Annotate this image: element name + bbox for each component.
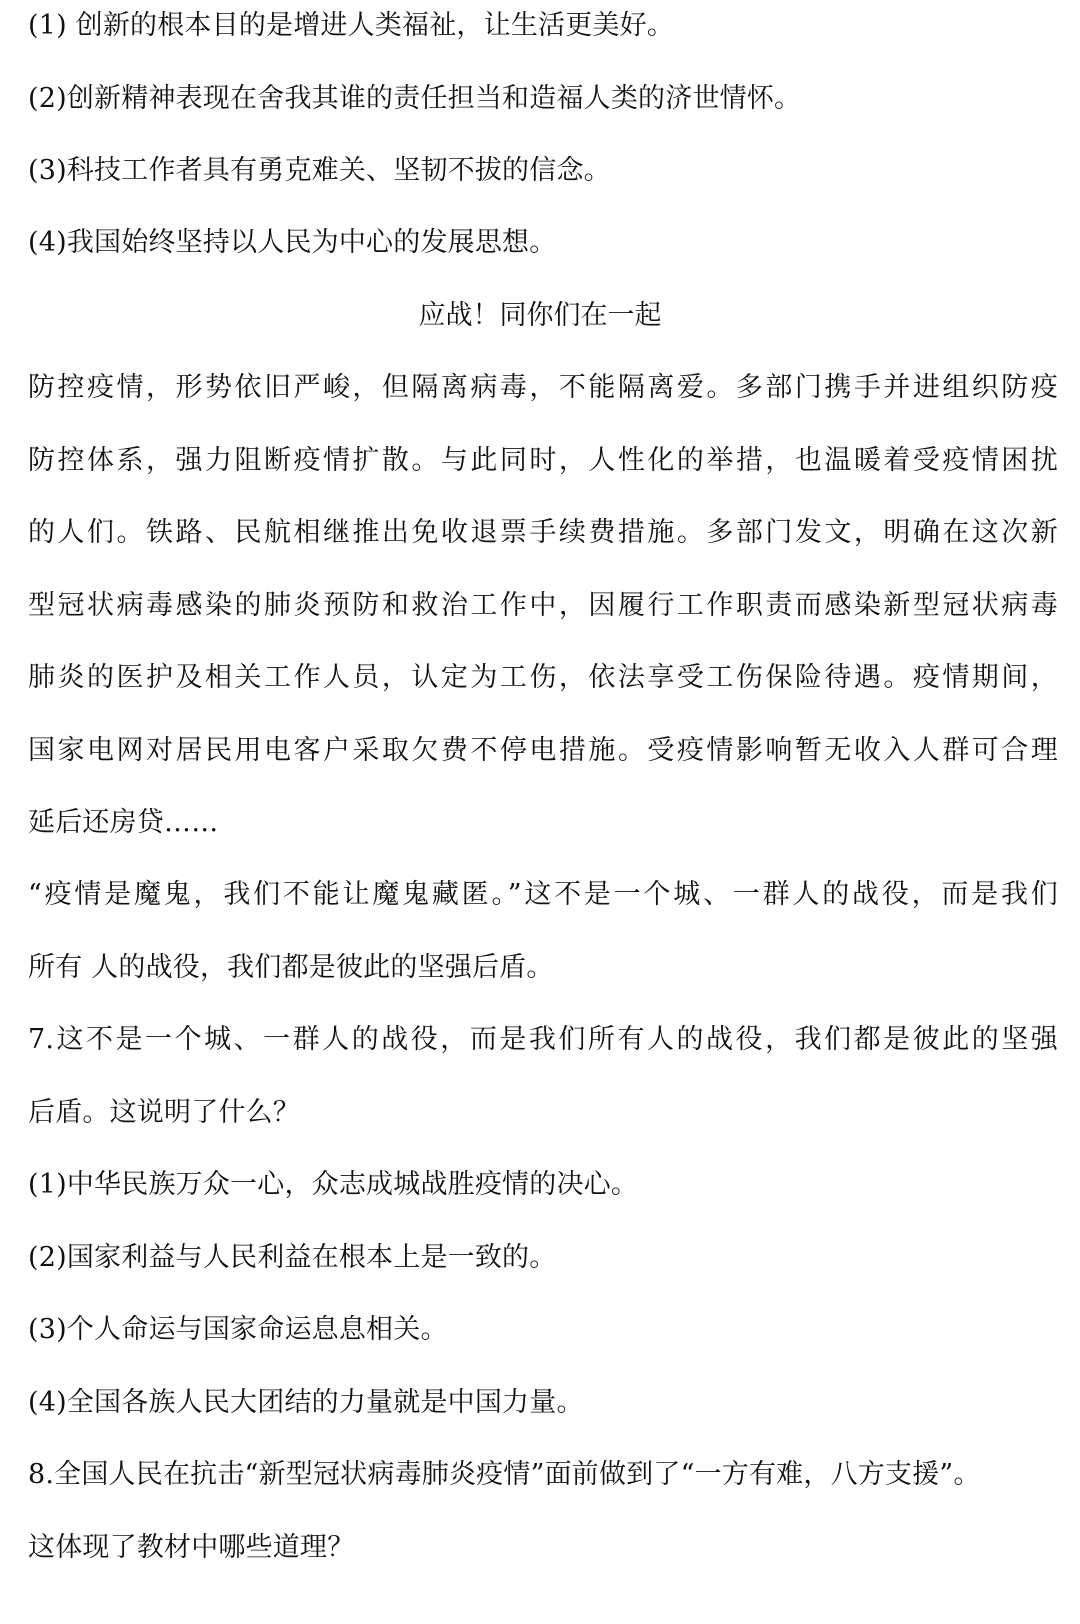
question-7: 7.这不是一个城、一群人的战役，而是我们所有人的战役，我们都是彼此的坚强 bbox=[28, 1024, 1058, 1055]
answer-item: (1)中华民族万众一心，众志成城战胜疫情的决心。 bbox=[28, 1169, 639, 1200]
paragraph-line: 型冠状病毒感染的肺炎预防和救治工作中，因履行工作职责而感染新型冠状病毒 bbox=[28, 590, 1058, 621]
paragraph-line: “疫情是魔鬼，我们不能让魔鬼藏匿。”这不是一个城、一群人的战役，而是我们 bbox=[28, 879, 1058, 910]
answer-item: (2)国家利益与人民利益在根本上是一致的。 bbox=[28, 1242, 557, 1273]
question-8: 这体现了教材中哪些道理？ bbox=[28, 1532, 355, 1563]
paragraph-line: 延后还房贷…… bbox=[28, 807, 219, 838]
paragraph-line: 所有 人的战役，我们都是彼此的坚强后盾。 bbox=[28, 952, 554, 983]
paragraph-line: 防控体系，强力阻断疫情扩散。与此同时，人性化的举措，也温暖着受疫情困扰 bbox=[28, 445, 1058, 476]
paragraph-line: 的人们。铁路、民航相继推出免收退票手续费措施。多部门发文，明确在这次新 bbox=[28, 517, 1058, 548]
paragraph-line: 国家电网对居民用电客户采取欠费不停电措施。受疫情影响暂无收入人群可合理 bbox=[28, 735, 1058, 766]
question-7: 后盾。这说明了什么？ bbox=[28, 1097, 300, 1128]
answer-item: (2)创新精神表现在舍我其谁的责任担当和造福人类的济世情怀。 bbox=[28, 83, 802, 114]
answer-item: (3)个人命运与国家命运息息相关。 bbox=[28, 1314, 448, 1345]
paragraph-line: 防控疫情，形势依旧严峻，但隔离病毒，不能隔离爱。多部门携手并进组织防疫 bbox=[28, 372, 1058, 403]
question-8: 8.全国人民在抗击“新型冠状病毒肺炎疫情”面前做到了“一方有难，八方支援”。 bbox=[28, 1459, 981, 1490]
answer-item: (4)全国各族人民大团结的力量就是中国力量。 bbox=[28, 1387, 584, 1418]
answer-item: (4)我国始终坚持以人民为中心的发展思想。 bbox=[28, 227, 557, 258]
answer-item: (1) 创新的根本目的是增进人类福祉，让生活更美好。 bbox=[28, 10, 675, 41]
article-title: 应战！同你们在一起 bbox=[418, 300, 662, 331]
answer-item: (3)科技工作者具有勇克难关、坚韧不拔的信念。 bbox=[28, 155, 611, 186]
paragraph-line: 肺炎的医护及相关工作人员，认定为工伤，依法享受工伤保险待遇。疫情期间， bbox=[28, 662, 1058, 693]
